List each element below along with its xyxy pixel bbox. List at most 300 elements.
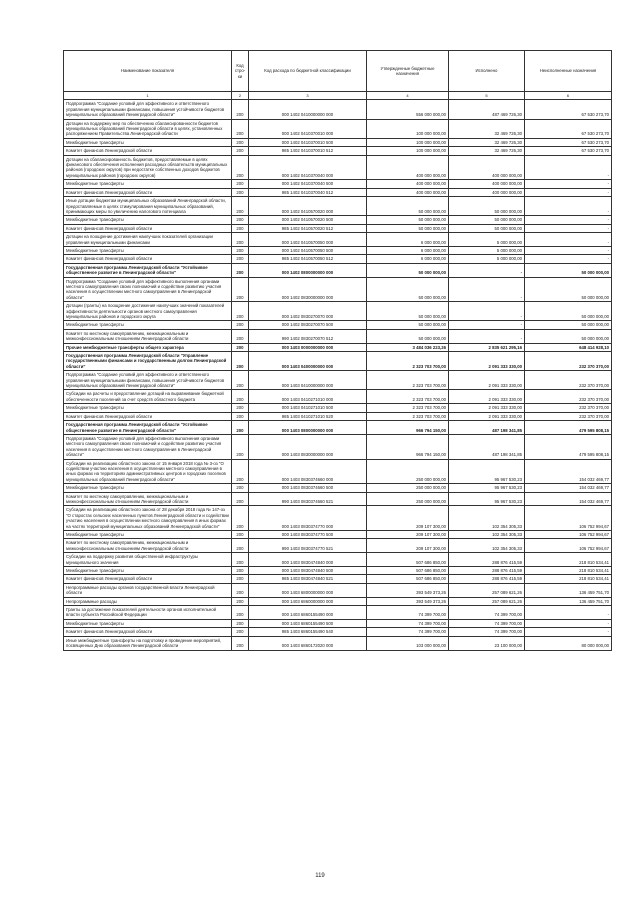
row-kbk-cell: 990 1403 0830374770 521 [249, 539, 367, 553]
table-row [64, 619, 612, 627]
row-kbk-cell: 000 1403 0400000000 000 [249, 352, 367, 371]
table-row [64, 263, 612, 277]
header-cell: Утвержденные бюджетные назначения [367, 51, 449, 92]
column-number: 1 [64, 92, 232, 100]
row-remaining-cell: - [525, 246, 612, 254]
row-code-cell: 200 [232, 404, 249, 412]
row-approved-cell: 74 399 700,00 [367, 628, 449, 636]
row-executed-cell: 400 000 000,00 [449, 155, 525, 180]
row-approved-cell: 507 686 850,00 [367, 567, 449, 575]
table-row [64, 302, 612, 321]
row-name-cell: Субсидии на расчеты и предоставление дотаций на выравнивание бюджетной обеспеченности поселений за счет средств областного бюджета [64, 390, 232, 404]
row-approved-cell: 209 107 300,00 [367, 539, 449, 553]
row-remaining-cell: 232 370 370,00 [525, 404, 612, 412]
row-kbk-cell: 000 1402 0830270070 000 [249, 302, 367, 321]
row-remaining-cell: 232 370 370,00 [525, 412, 612, 420]
header-cell: Код строки [232, 51, 249, 92]
row-approved-cell: 393 549 373,26 [367, 583, 449, 597]
row-name-cell: Иные межбюджетные трансферты на подготовку и проведение мероприятий, посвященных Дню образования Ленинградской области [64, 636, 232, 650]
row-name-cell: Комитет финансов Ленинградской области [64, 224, 232, 232]
row-kbk-cell: 000 1402 0410370040 000 [249, 155, 367, 180]
row-remaining-cell: 218 810 534,41 [525, 553, 612, 567]
row-kbk-cell: 000 1402 0830270070 500 [249, 321, 367, 329]
row-name-cell: Комитет по местному самоуправлению, межнациональным и межконфессиональным отношениям Ленинградской области [64, 492, 232, 506]
row-code-cell: 200 [232, 412, 249, 420]
table-row [64, 531, 612, 539]
row-name-cell: Комитет финансов Ленинградской области [64, 575, 232, 583]
row-name-cell: Дотации на поощрение достижения наилучших показателей организации управления муниципальными финансами [64, 233, 232, 247]
row-name-cell: Иные дотации бюджетам муниципальных образований Ленинградской области, предоставляемые в целях стимулирования муниципальных образований, принимающих меры по увеличению налогового потенциала [64, 197, 232, 216]
row-kbk-cell: 000 1403 6860172020 000 [249, 636, 367, 650]
row-executed-cell: 2 091 333 330,00 [449, 371, 525, 390]
row-name-cell: Субсидии на реализацию областного закона от 15 января 2018 года № 3-оз "О содействии участию населения в осуществлении местного самоуправления в иных формах на территориях административных центров и городских поселков муниципальных образований Ленинградской области" [64, 459, 232, 484]
row-code-cell: 200 [232, 531, 249, 539]
row-approved-cell: 50 000 000,00 [367, 277, 449, 302]
row-kbk-cell: 990 1402 0830270070 512 [249, 329, 367, 343]
table-row [64, 197, 612, 216]
table-row [64, 421, 612, 435]
row-remaining-cell: 50 000 000,00 [525, 302, 612, 321]
row-kbk-cell: 000 1403 6860000000 000 [249, 597, 367, 605]
row-approved-cell: 74 399 700,00 [367, 619, 449, 627]
row-executed-cell: 74 399 700,00 [449, 619, 525, 627]
row-code-cell: 200 [232, 197, 249, 216]
column-number: 5 [449, 92, 525, 100]
row-name-cell: Дотации на сбалансированность бюджетов, предоставляемые в целях финансового обеспечения исполнения расходных обязательств муниципальных районов (городских округов) при недостатке собственных доходов бюджетов муниципальных районов (городских округов) [64, 155, 232, 180]
row-kbk-cell: 000 1402 0410370010 500 [249, 138, 367, 146]
row-code-cell: 200 [232, 371, 249, 390]
row-remaining-cell: 50 000 000,00 [525, 329, 612, 343]
row-remaining-cell: 80 000 000,00 [525, 636, 612, 650]
table-row [64, 412, 612, 420]
table-row [64, 636, 612, 650]
row-code-cell: 200 [232, 484, 249, 492]
row-executed-cell: 50 000 000,00 [449, 197, 525, 216]
row-approved-cell: 2 323 703 700,00 [367, 404, 449, 412]
table-row [64, 155, 612, 180]
row-kbk-cell: 000 1403 6800000000 000 [249, 583, 367, 597]
table-row [64, 492, 612, 506]
row-remaining-cell: 50 000 000,00 [525, 263, 612, 277]
row-kbk-cell: 985 1403 0410271010 520 [249, 412, 367, 420]
row-remaining-cell: 232 370 370,00 [525, 371, 612, 390]
row-remaining-cell: 648 414 928,10 [525, 343, 612, 351]
table-row [64, 233, 612, 247]
row-code-cell: 200 [232, 352, 249, 371]
row-kbk-cell: 000 1402 0830000000 000 [249, 277, 367, 302]
row-remaining-cell: 218 810 534,41 [525, 575, 612, 583]
row-remaining-cell: 232 370 370,00 [525, 390, 612, 404]
table-row [64, 321, 612, 329]
row-name-cell: Подпрограмма "Создание условий для эффективного выполнения органами местного самоуправления своих полномочий и содействие развитию участия населения в осуществлении местного самоуправления в Ленинградской области" [64, 434, 232, 459]
row-executed-cell: 32 469 726,30 [449, 138, 525, 146]
row-kbk-cell: 000 1402 0800000000 000 [249, 263, 367, 277]
table-row [64, 553, 612, 567]
row-code-cell: 200 [232, 277, 249, 302]
row-remaining-cell: 232 370 370,00 [525, 352, 612, 371]
row-approved-cell: 507 686 850,00 [367, 553, 449, 567]
row-executed-cell: 95 967 530,23 [449, 484, 525, 492]
row-kbk-cell: 000 1402 0410370040 500 [249, 180, 367, 188]
row-executed-cell: 288 876 415,59 [449, 575, 525, 583]
row-remaining-cell: 106 752 994,67 [525, 539, 612, 553]
row-approved-cell: 100 000 000,00 [367, 119, 449, 138]
row-kbk-cell: 985 1403 6860155490 540 [249, 628, 367, 636]
row-name-cell: Межбюджетные трансферты [64, 404, 232, 412]
row-executed-cell: 487 198 341,85 [449, 421, 525, 435]
header-cell: Исполнено [449, 51, 525, 92]
row-kbk-cell: 000 1403 6860155490 000 [249, 606, 367, 620]
row-name-cell: Межбюджетные трансферты [64, 138, 232, 146]
row-executed-cell: 74 399 700,00 [449, 606, 525, 620]
row-name-cell: Субсидии на реализацию областного закона от 28 декабря 2018 года № 147-оз "О старостах сельских населенных пунктов Ленинградской области и содействии участию населения в осуществлении местного самоуправления в иных формах на частях территорий муниципальных образований Ленинградской области" [64, 506, 232, 531]
row-approved-cell: 103 000 000,00 [367, 636, 449, 650]
row-remaining-cell: - [525, 155, 612, 180]
row-executed-cell: 95 967 530,23 [449, 459, 525, 484]
row-name-cell: Дотации на поддержку мер по обеспечению сбалансированности бюджетов муниципальных образований Ленинградской области в целях, установленных распоряжением Правительства Ленинградской области [64, 119, 232, 138]
table-row [64, 329, 612, 343]
row-code-cell: 200 [232, 100, 249, 119]
row-remaining-cell: - [525, 628, 612, 636]
table-row [64, 343, 612, 351]
row-remaining-cell: 136 459 751,70 [525, 583, 612, 597]
row-code-cell: 200 [232, 155, 249, 180]
table-row [64, 575, 612, 583]
row-name-cell: Непрограммные расходы органов государственной власти Ленинградской области [64, 583, 232, 597]
row-executed-cell: 5 000 000,00 [449, 233, 525, 247]
row-code-cell: 200 [232, 636, 249, 650]
row-code-cell: 200 [232, 321, 249, 329]
row-executed-cell: 487 198 341,85 [449, 434, 525, 459]
row-code-cell: 200 [232, 147, 249, 155]
row-remaining-cell: 154 032 469,77 [525, 492, 612, 506]
row-kbk-cell: 985 1402 0410370040 512 [249, 188, 367, 196]
header-row [64, 51, 612, 92]
table-row [64, 138, 612, 146]
row-executed-cell: 400 000 000,00 [449, 188, 525, 196]
row-kbk-cell: 000 1403 0830374660 000 [249, 459, 367, 484]
row-kbk-cell: 000 1402 0410570020 000 [249, 197, 367, 216]
row-executed-cell: 50 000 000,00 [449, 224, 525, 232]
row-code-cell: 200 [232, 302, 249, 321]
row-kbk-cell: 985 1402 0410570050 512 [249, 255, 367, 263]
row-executed-cell: 288 876 415,59 [449, 553, 525, 567]
row-kbk-cell: 985 1403 0830474840 521 [249, 575, 367, 583]
row-name-cell: Непрограммные расходы [64, 597, 232, 605]
row-name-cell: Комитет финансов Ленинградской области [64, 628, 232, 636]
row-code-cell: 200 [232, 246, 249, 254]
row-executed-cell: - [449, 321, 525, 329]
table-row [64, 352, 612, 371]
row-executed-cell: 50 000 000,00 [449, 216, 525, 224]
row-kbk-cell: 000 1403 0410000000 000 [249, 371, 367, 390]
row-kbk-cell: 990 1403 0830374660 521 [249, 492, 367, 506]
row-executed-cell: - [449, 277, 525, 302]
row-code-cell: 200 [232, 216, 249, 224]
row-code-cell: 200 [232, 628, 249, 636]
row-approved-cell: 50 000 000,00 [367, 224, 449, 232]
row-approved-cell: 50 000 000,00 [367, 302, 449, 321]
row-approved-cell: 50 000 000,00 [367, 263, 449, 277]
row-code-cell: 200 [232, 459, 249, 484]
row-remaining-cell: 50 000 000,00 [525, 321, 612, 329]
row-executed-cell: 2 091 333 330,00 [449, 412, 525, 420]
row-name-cell: Межбюджетные трансферты [64, 180, 232, 188]
row-remaining-cell: 67 530 273,70 [525, 100, 612, 119]
row-approved-cell: 393 549 373,26 [367, 597, 449, 605]
row-name-cell: Межбюджетные трансферты [64, 619, 232, 627]
row-remaining-cell: - [525, 180, 612, 188]
table-row [64, 583, 612, 597]
row-executed-cell: 2 091 333 330,00 [449, 390, 525, 404]
row-executed-cell: 2 091 333 330,00 [449, 352, 525, 371]
row-approved-cell: 2 323 703 700,00 [367, 352, 449, 371]
row-kbk-cell: 000 1403 0800000000 000 [249, 421, 367, 435]
table-row [64, 180, 612, 188]
row-kbk-cell: 985 1402 0410370010 512 [249, 147, 367, 155]
row-remaining-cell: 106 752 994,67 [525, 506, 612, 531]
row-executed-cell: - [449, 263, 525, 277]
row-executed-cell: 288 876 415,59 [449, 567, 525, 575]
row-remaining-cell: 67 530 273,70 [525, 138, 612, 146]
row-name-cell: Комитет по местному самоуправлению, межнациональным и межконфессиональным отношениям Ленинградской области [64, 329, 232, 343]
row-remaining-cell: 479 595 808,15 [525, 421, 612, 435]
row-approved-cell: 250 000 000,00 [367, 484, 449, 492]
row-executed-cell: 400 000 000,00 [449, 180, 525, 188]
row-executed-cell: 487 469 726,30 [449, 100, 525, 119]
row-approved-cell: 507 686 850,00 [367, 575, 449, 583]
row-code-cell: 200 [232, 180, 249, 188]
table-row [64, 277, 612, 302]
row-kbk-cell: 000 1402 0410570020 500 [249, 216, 367, 224]
row-approved-cell: 209 107 300,00 [367, 531, 449, 539]
row-kbk-cell: 000 1403 0830374660 500 [249, 484, 367, 492]
row-kbk-cell: 000 1402 0410370010 000 [249, 119, 367, 138]
row-approved-cell: 400 000 000,00 [367, 180, 449, 188]
row-approved-cell: 556 000 000,00 [367, 100, 449, 119]
budget-execution-table [63, 50, 612, 651]
table-row [64, 216, 612, 224]
row-name-cell: Субсидии на поддержку развития общественной инфраструктуры муниципального значения [64, 553, 232, 567]
row-approved-cell: 400 000 000,00 [367, 188, 449, 196]
row-approved-cell: 50 000 000,00 [367, 216, 449, 224]
table-row [64, 224, 612, 232]
table-row [64, 246, 612, 254]
row-kbk-cell: 000 1403 0830474840 000 [249, 553, 367, 567]
row-executed-cell: 2 091 333 330,00 [449, 404, 525, 412]
column-number: 6 [525, 92, 612, 100]
table-row [64, 390, 612, 404]
row-name-cell: Межбюджетные трансферты [64, 484, 232, 492]
table-row [64, 119, 612, 138]
table-row [64, 188, 612, 196]
row-executed-cell: 102 354 305,33 [449, 506, 525, 531]
table-body [64, 100, 612, 650]
table-row [64, 147, 612, 155]
row-code-cell: 200 [232, 263, 249, 277]
table-row [64, 567, 612, 575]
table-row [64, 255, 612, 263]
row-code-cell: 200 [232, 567, 249, 575]
header-cell: Наименование показателя [64, 51, 232, 92]
row-remaining-cell: 67 530 273,70 [525, 119, 612, 138]
row-name-cell: Межбюджетные трансферты [64, 216, 232, 224]
row-approved-cell: 6 000 000,00 [367, 246, 449, 254]
row-code-cell: 200 [232, 539, 249, 553]
row-kbk-cell: 000 1403 0410271010 500 [249, 404, 367, 412]
row-executed-cell: 102 354 305,33 [449, 531, 525, 539]
row-approved-cell: 250 000 000,00 [367, 459, 449, 484]
row-approved-cell: 100 000 000,00 [367, 147, 449, 155]
row-approved-cell: 2 323 703 700,00 [367, 412, 449, 420]
row-remaining-cell: - [525, 216, 612, 224]
row-code-cell: 200 [232, 619, 249, 627]
row-executed-cell: - [449, 329, 525, 343]
row-executed-cell: 5 000 000,00 [449, 255, 525, 263]
column-number-row [64, 92, 612, 100]
row-remaining-cell: 67 530 273,70 [525, 147, 612, 155]
row-executed-cell: 257 089 621,26 [449, 583, 525, 597]
row-code-cell: 200 [232, 492, 249, 506]
page-number: 119 [315, 873, 325, 879]
row-approved-cell: 50 000 000,00 [367, 329, 449, 343]
table-row [64, 434, 612, 459]
row-remaining-cell: 136 459 751,70 [525, 597, 612, 605]
column-number: 4 [367, 92, 449, 100]
row-name-cell: Комитет финансов Ленинградской области [64, 147, 232, 155]
row-code-cell: 200 [232, 421, 249, 435]
row-kbk-cell: 985 1402 0410570020 512 [249, 224, 367, 232]
row-remaining-cell: - [525, 233, 612, 247]
table-row [64, 506, 612, 531]
row-executed-cell: 74 399 700,00 [449, 628, 525, 636]
row-name-cell: Государственная программа Ленинградской области "Устойчивое общественное развитие в Ленинградской области" [64, 421, 232, 435]
table-row [64, 100, 612, 119]
table-row [64, 606, 612, 620]
row-kbk-cell: 000 1403 0830000000 000 [249, 434, 367, 459]
row-name-cell: Межбюджетные трансферты [64, 567, 232, 575]
row-approved-cell: 6 000 000,00 [367, 255, 449, 263]
row-approved-cell: 966 794 150,00 [367, 421, 449, 435]
row-name-cell: Дотации (гранты) на поощрение достижения наилучших значений показателей эффективности деятельности органов местного самоуправления муниципальных районов и городского округа [64, 302, 232, 321]
row-code-cell: 200 [232, 119, 249, 138]
table-row [64, 539, 612, 553]
row-code-cell: 200 [232, 597, 249, 605]
row-kbk-cell: 000 1403 0000000000 000 [249, 343, 367, 351]
header-cell: Код расхода по бюджетной классификации [249, 51, 367, 92]
report-table-container [63, 50, 611, 651]
row-code-cell: 200 [232, 255, 249, 263]
row-name-cell: Межбюджетные трансферты [64, 531, 232, 539]
row-name-cell: Комитет финансов Ленинградской области [64, 255, 232, 263]
row-code-cell: 200 [232, 506, 249, 531]
row-code-cell: 200 [232, 434, 249, 459]
row-approved-cell: 966 794 150,00 [367, 434, 449, 459]
row-remaining-cell: 218 810 534,41 [525, 567, 612, 575]
row-approved-cell: 50 000 000,00 [367, 321, 449, 329]
row-code-cell: 200 [232, 233, 249, 247]
row-executed-cell: 32 469 726,30 [449, 119, 525, 138]
row-approved-cell: 209 107 300,00 [367, 506, 449, 531]
row-kbk-cell: 000 1402 0410570050 000 [249, 233, 367, 247]
table-row [64, 404, 612, 412]
table-row [64, 484, 612, 492]
row-kbk-cell: 000 1402 0410570050 500 [249, 246, 367, 254]
row-approved-cell: 250 000 000,00 [367, 492, 449, 506]
row-approved-cell: 3 484 036 223,26 [367, 343, 449, 351]
row-remaining-cell: 106 752 994,67 [525, 531, 612, 539]
row-code-cell: 200 [232, 329, 249, 343]
row-name-cell: Государственная программа Ленинградской области "Устойчивое общественное развитие в Ленинградской области" [64, 263, 232, 277]
row-executed-cell: 95 967 530,23 [449, 492, 525, 506]
row-executed-cell: 32 469 726,30 [449, 147, 525, 155]
row-code-cell: 200 [232, 224, 249, 232]
row-executed-cell: 23 100 000,00 [449, 636, 525, 650]
row-code-cell: 200 [232, 390, 249, 404]
row-remaining-cell: - [525, 188, 612, 196]
row-kbk-cell: 000 1403 0830374770 000 [249, 506, 367, 531]
row-code-cell: 200 [232, 188, 249, 196]
table-row [64, 628, 612, 636]
row-name-cell: Комитет финансов Ленинградской области [64, 412, 232, 420]
row-approved-cell: 6 000 000,00 [367, 233, 449, 247]
row-approved-cell: 100 000 000,00 [367, 138, 449, 146]
row-code-cell: 200 [232, 138, 249, 146]
row-name-cell: Прочие межбюджетные трансферты общего характера [64, 343, 232, 351]
row-remaining-cell: - [525, 619, 612, 627]
column-number: 3 [249, 92, 367, 100]
row-name-cell: Комитет по местному самоуправлению, межнациональным и межконфессиональным отношениям Ленинградской области [64, 539, 232, 553]
row-kbk-cell: 000 1403 6860155490 500 [249, 619, 367, 627]
row-executed-cell: 5 000 000,00 [449, 246, 525, 254]
row-name-cell: Комитет финансов Ленинградской области [64, 188, 232, 196]
row-executed-cell: 257 089 621,26 [449, 597, 525, 605]
table-row [64, 459, 612, 484]
row-name-cell: Подпрограмма "Создание условий для эффективного и ответственного управления муниципальными финансами, повышения устойчивости бюджетов муниципальных образований Ленинградской области" [64, 371, 232, 390]
row-kbk-cell: 000 1403 0830374770 500 [249, 531, 367, 539]
row-remaining-cell: - [525, 606, 612, 620]
row-name-cell: Межбюджетные трансферты [64, 321, 232, 329]
row-code-cell: 200 [232, 553, 249, 567]
row-approved-cell: 400 000 000,00 [367, 155, 449, 180]
row-name-cell: Подпрограмма "Создание условий для эффективного и ответственного управления муниципальными финансами, повышения устойчивости бюджетов муниципальных образований Ленинградской области" [64, 100, 232, 119]
row-remaining-cell: - [525, 197, 612, 216]
row-name-cell: Гранты за достижение показателей деятельности органов исполнительной власти субъекта Российской Федерации [64, 606, 232, 620]
row-approved-cell: 74 399 700,00 [367, 606, 449, 620]
row-name-cell: Межбюджетные трансферты [64, 246, 232, 254]
row-executed-cell: 2 835 621 295,16 [449, 343, 525, 351]
row-executed-cell: - [449, 302, 525, 321]
row-remaining-cell: - [525, 255, 612, 263]
row-kbk-cell: 000 1402 0410000000 000 [249, 100, 367, 119]
row-name-cell: Подпрограмма "Создание условий для эффективного выполнения органами местного самоуправления своих полномочий и содействие развитию участия населения в осуществлении местного самоуправления в Ленинградской области" [64, 277, 232, 302]
row-remaining-cell: 50 000 000,00 [525, 277, 612, 302]
header-cell: Неисполненные назначения [525, 51, 612, 92]
row-approved-cell: 2 323 703 700,00 [367, 371, 449, 390]
row-kbk-cell: 000 1403 0830474840 500 [249, 567, 367, 575]
table-row [64, 371, 612, 390]
row-remaining-cell: - [525, 224, 612, 232]
row-code-cell: 200 [232, 343, 249, 351]
column-number: 2 [232, 92, 249, 100]
row-code-cell: 200 [232, 583, 249, 597]
row-code-cell: 200 [232, 606, 249, 620]
row-executed-cell: 102 354 305,33 [449, 539, 525, 553]
row-approved-cell: 50 000 000,00 [367, 197, 449, 216]
row-remaining-cell: 154 032 469,77 [525, 459, 612, 484]
row-remaining-cell: 154 032 469,77 [525, 484, 612, 492]
row-name-cell: Государственная программа Ленинградской области "Управление государственными финансами и государственным долгом Ленинградской области" [64, 352, 232, 371]
